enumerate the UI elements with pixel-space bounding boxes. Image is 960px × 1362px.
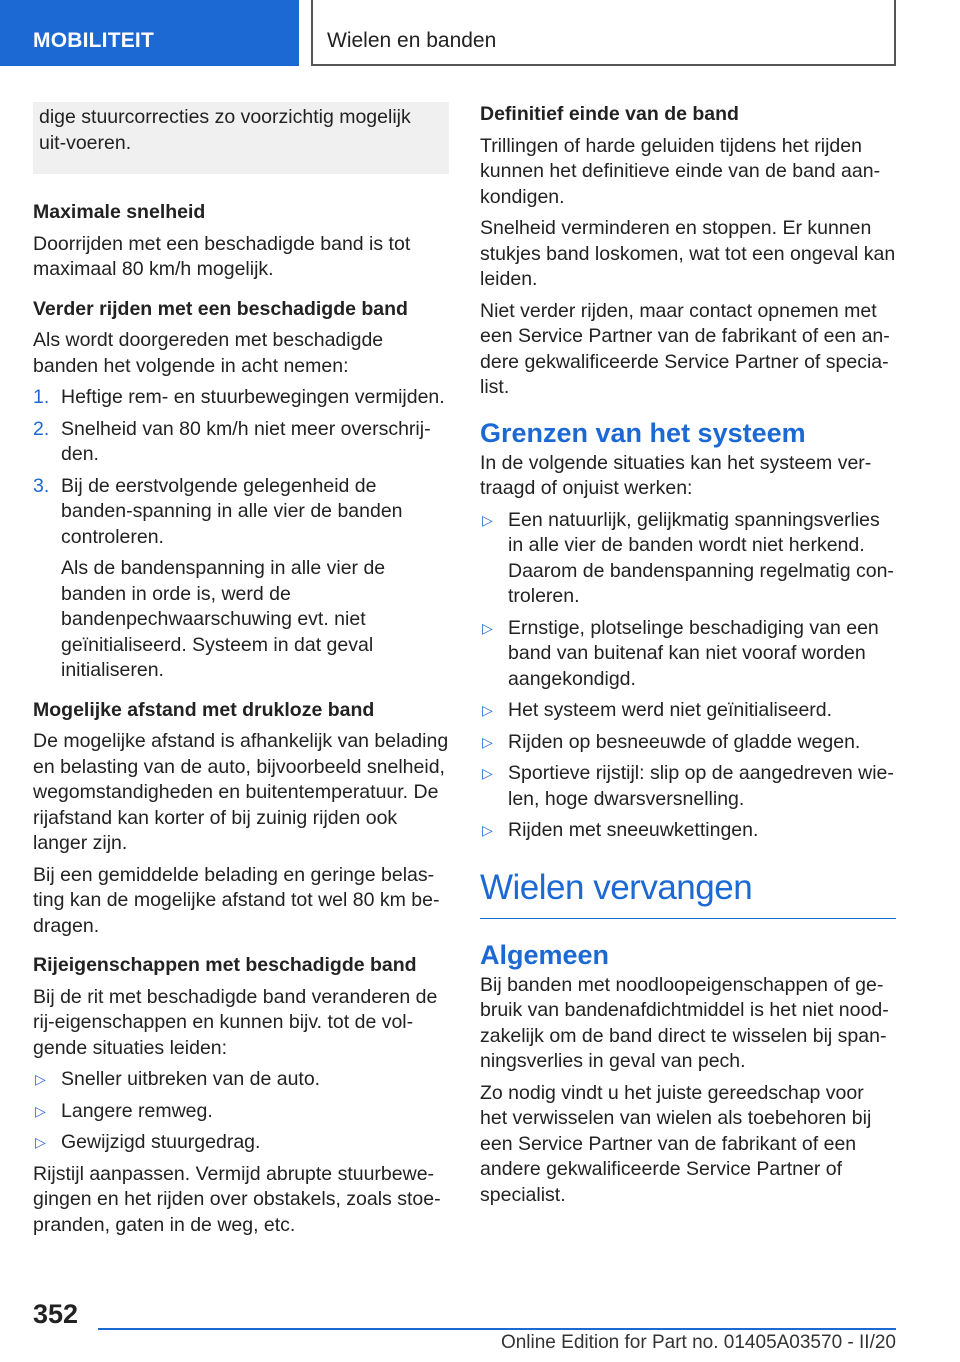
list-item-text: Langere remweg. (61, 1099, 213, 1122)
list-item-text: Sportieve rijstijl: slip op de aangedreven wie-len, hoge dwarsversnelling. (508, 762, 894, 810)
section-tab (0, 0, 299, 66)
step-number: 3. (33, 474, 50, 497)
step-number: 1. (33, 386, 50, 408)
heading-max-speed: Maximale snelheid (33, 201, 206, 223)
chapter-tab (311, 0, 896, 66)
footer-edition: Online Edition for Part no. 01405A03570 - II/20 (500, 1332, 896, 1353)
triangle-bullet-icon: ▷ (482, 619, 493, 636)
list-item (480, 761, 896, 812)
text-final-2: Snelheid verminderen en stoppen. Er kunnen stukjes band loskomen, wat tot een ongeval kan leiden. (480, 217, 896, 290)
heading-handling: Rijeigenschappen met beschadigde band (33, 954, 417, 976)
step-item (33, 385, 449, 411)
step-3-extra: Als de bandenspanning in alle vier de banden in orde is, werd de bandenpechwaarschuwing evt. niet geïnitialiseerd. Systeem in dat geval initialiseren. (61, 557, 386, 681)
list-item-text: Rijden op besneeuwde of gladde wegen. (508, 730, 861, 753)
text-limits-intro: In de volgende situaties kan het systeem ver-traagd of onjuist werken: (480, 451, 872, 499)
list-item (480, 698, 896, 724)
triangle-bullet-icon: ▷ (35, 1071, 46, 1087)
list-item-text: Ernstige, plotselinge beschadiging van een band van buitenaf kan niet vooraf worden aangekondigd. (508, 616, 879, 690)
text-general-2: Zo nodig vindt u het juiste gereedschap voor het verwisselen van wielen als toebehoren bij een Service Partner van de fabrikant of een andere gekwalificeerde Service Partner of specialist. (480, 1081, 872, 1206)
text-handling-outro: Rijstijl aanpassen. Vermijd abrupte stuurbewe-gingen en het rijden over obstakels, zoals stoe-pranden, gaten in de weg, etc. (33, 1162, 441, 1236)
triangle-bullet-icon: ▷ (482, 733, 493, 750)
section-title: MOBILITEIT (33, 29, 154, 52)
list-item (33, 1099, 449, 1125)
triangle-bullet-icon: ▷ (482, 511, 493, 528)
heading-change-wheels: Wielen vervangen (480, 866, 896, 919)
text-final-3: Niet verder rijden, maar contact opnemen met een Service Partner van de fabrikant of een an-dere gekwalificeerde Service Partner of specia-list. (480, 299, 890, 398)
text-handling-intro: Bij de rit met beschadigde band veranderen de rij-eigenschappen en kunnen bijv. tot de vol-gende situaties leiden: (33, 985, 438, 1059)
heading-general: Algemeen (480, 939, 610, 970)
step-text: Bij de eerstvolgende gelegenheid de banden-spanning in alle vier de banden controleren. (61, 474, 403, 548)
limits-list (480, 508, 896, 844)
list-item-text: Sneller uitbreken van de auto. (61, 1068, 321, 1090)
triangle-bullet-icon: ▷ (35, 1102, 46, 1119)
text-distance-2: Bij een gemiddelde belading en geringe belas-ting kan de mogelijke afstand tot wel 80 km be-dragen. (33, 863, 440, 937)
list-item-text: Het systeem werd niet geïnitialiseerd. (508, 699, 833, 721)
step-number: 2. (33, 417, 50, 440)
right-column (480, 102, 896, 1214)
note-text: dige stuurcorrecties zo voorzichtig mogelijk uit-voeren. (39, 106, 411, 154)
footer-divider (98, 1328, 896, 1330)
text-distance-1: De mogelijke afstand is afhankelijk van belading en belasting van de auto, bijvoorbeeld snelheid, wegomstandigheden en buitentemperatuur. De rijafstand kan korter of bij zuinig rijden ook langer zijn. (33, 730, 449, 854)
handling-list (33, 1067, 449, 1156)
note-box (33, 102, 449, 174)
text-general-1: Bij banden met noodloopeigenschappen of ge-bruik van bandenafdichtmiddel is het niet nood-zakelijk om de band direct te wisselen bij span-ningsverlies in geval van pech. (480, 973, 889, 1072)
steps-list (33, 385, 449, 684)
heading-final-end: Definitief einde van de band (480, 103, 739, 125)
heading-continue-driving: Verder rijden met een beschadigde band (33, 297, 408, 320)
triangle-bullet-icon: ▷ (482, 822, 493, 838)
list-item (480, 616, 896, 693)
triangle-bullet-icon: ▷ (482, 765, 493, 781)
text-final-1: Trillingen of harde geluiden tijdens het rijden kunnen het definitieve einde van de band aan-kondigen. (480, 134, 881, 208)
list-item (480, 508, 896, 610)
list-item-text: Rijden met sneeuwkettingen. (508, 819, 759, 841)
triangle-bullet-icon: ▷ (482, 702, 493, 718)
heading-system-limits: Grenzen van het systeem (480, 417, 806, 448)
heading-distance: Mogelijke afstand met drukloze band (33, 698, 375, 721)
list-item-text: Een natuurlijk, gelijkmatig spanningsverlies in alle vier de banden wordt niet herkend. Daarom de bandenspanning regelmatig con-troleren. (508, 508, 894, 607)
step-item (33, 417, 449, 468)
chapter-title: Wielen en banden (327, 29, 497, 52)
list-item (33, 1130, 449, 1156)
text-max-speed: Doorrijden met een beschadigde band is tot maximaal 80 km/h mogelijk. (33, 232, 411, 280)
page-number: 352 (33, 1299, 79, 1329)
triangle-bullet-icon: ▷ (35, 1134, 46, 1150)
step-item (33, 474, 449, 684)
left-column (33, 102, 449, 1244)
step-text: Snelheid van 80 km/h niet meer overschrij-den. (61, 417, 431, 465)
step-text: Heftige rem- en stuurbewegingen vermijden. (61, 386, 445, 408)
list-item (480, 818, 896, 844)
text-continue-intro: Als wordt doorgereden met beschadigde banden het volgende in acht nemen: (33, 329, 384, 377)
list-item (33, 1067, 449, 1093)
list-item-text: Gewijzigd stuurgedrag. (61, 1131, 261, 1153)
list-item (480, 730, 896, 756)
